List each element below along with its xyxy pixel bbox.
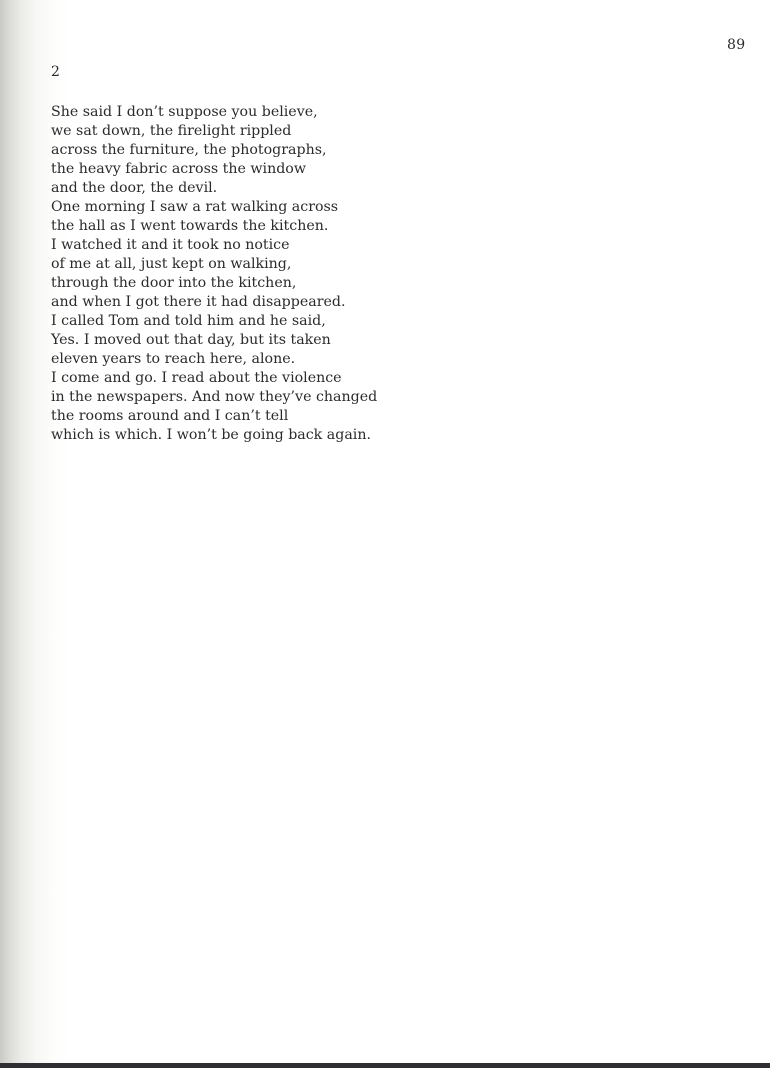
poem-line: One morning I saw a rat walking across bbox=[51, 199, 339, 215]
poem-line: She said I don’t suppose you believe, bbox=[51, 104, 318, 120]
poem-line: across the furniture, the photographs, bbox=[51, 142, 327, 158]
poem-line: and the door, the devil. bbox=[51, 180, 218, 196]
poem-line: Yes. I moved out that day, but its taken bbox=[51, 332, 331, 348]
poem-line: we sat down, the firelight rippled bbox=[51, 123, 292, 139]
poem-line: the heavy fabric across the window bbox=[51, 161, 306, 177]
poem-line: I watched it and it took no notice bbox=[51, 237, 290, 253]
page-bottom-edge bbox=[0, 1063, 770, 1068]
poem-line: eleven years to reach here, alone. bbox=[51, 351, 296, 367]
page-number: 89 bbox=[727, 37, 746, 53]
section-number: 2 bbox=[51, 64, 60, 80]
poem-text bbox=[51, 103, 377, 445]
poem-line: through the door into the kitchen, bbox=[51, 275, 297, 291]
poem-line: of me at all, just kept on walking, bbox=[51, 256, 292, 272]
poem-line: the hall as I went towards the kitchen. bbox=[51, 218, 329, 234]
poem-line: I called Tom and told him and he said, bbox=[51, 313, 326, 329]
poem-line: I come and go. I read about the violence bbox=[51, 370, 342, 386]
poem-line: and when I got there it had disappeared. bbox=[51, 294, 346, 310]
poem-line: the rooms around and I can’t tell bbox=[51, 408, 289, 424]
poem-line: which is which. I won’t be going back again. bbox=[51, 427, 371, 443]
poem-line: in the newspapers. And now they’ve changed bbox=[51, 389, 378, 405]
